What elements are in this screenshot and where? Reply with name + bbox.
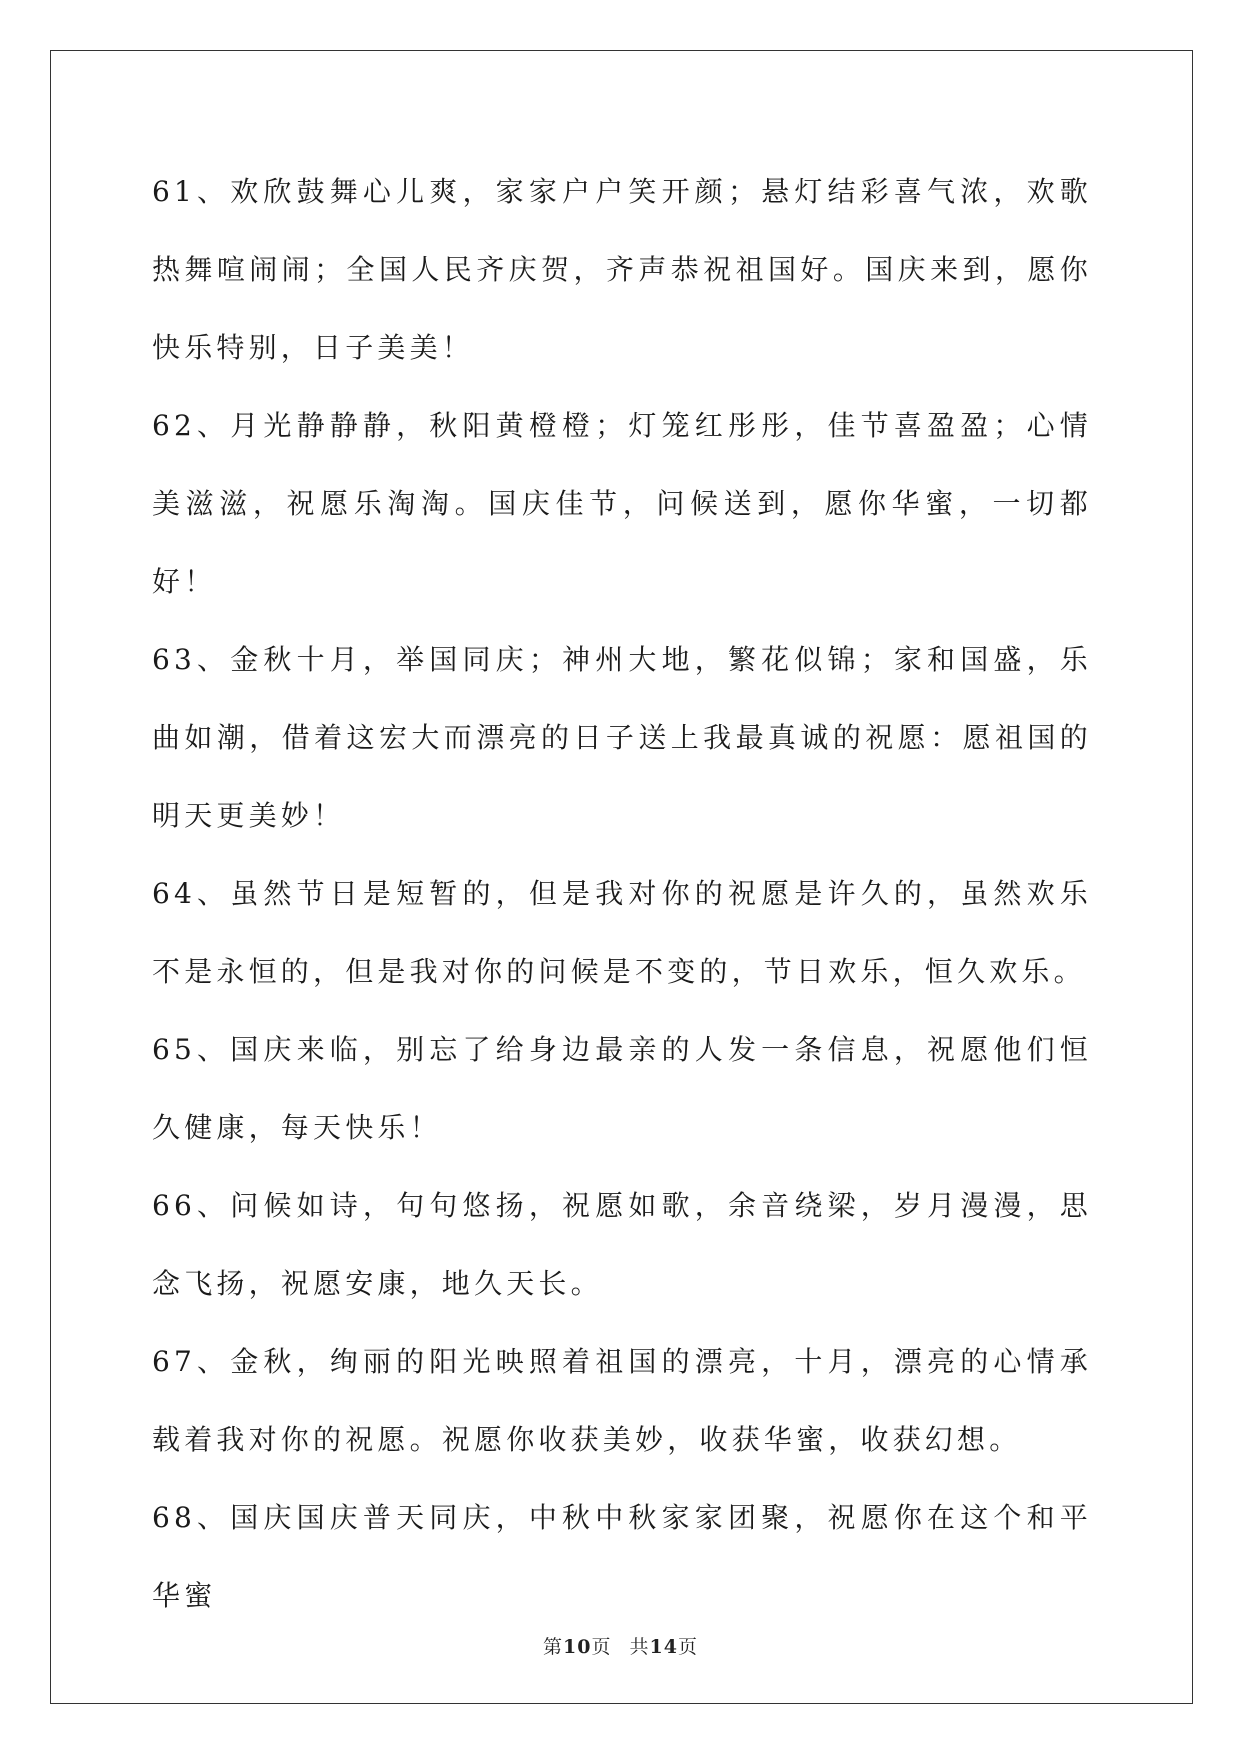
document-body <box>152 153 1092 1635</box>
footer-total-suffix: 页 <box>677 1636 698 1658</box>
footer-prefix: 第 <box>543 1636 564 1658</box>
paragraph-68: 68、国庆国庆普天同庆，中秋中秋家家团聚，祝愿你在这个和平华蜜 <box>152 1501 1092 1612</box>
paragraph-65: 65、国庆来临，别忘了给身边最亲的人发一条信息，祝愿他们恒久健康，每天快乐！ <box>152 1033 1092 1144</box>
paragraph-67: 67、金秋，绚丽的阳光映照着祖国的漂亮，十月，漂亮的心情承载着我对你的祝愿。祝愿你收获美妙，收获华蜜，收获幻想。 <box>152 1345 1092 1456</box>
paragraph-63: 63、金秋十月，举国同庆；神州大地，繁花似锦；家和国盛，乐曲如潮，借着这宏大而漂亮的日子送上我最真诚的祝愿：愿祖国的明天更美妙！ <box>152 643 1092 832</box>
paragraph-62: 62、月光静静静，秋阳黄橙橙；灯笼红彤彤，佳节喜盈盈；心情美滋滋，祝愿乐淘淘。国庆佳节，问候送到，愿你华蜜，一切都好！ <box>152 409 1092 598</box>
paragraph-64: 64、虽然节日是短暂的，但是我对你的祝愿是许久的，虽然欢乐不是永恒的，但是我对你的问候是不变的，节日欢乐，恒久欢乐。 <box>152 877 1092 988</box>
footer-total-prefix: 共 <box>629 1636 650 1658</box>
paragraph-61: 61、欢欣鼓舞心儿爽，家家户户笑开颜；悬灯结彩喜气浓，欢歌热舞喧闹闹；全国人民齐庆贺，齐声恭祝祖国好。国庆来到，愿你快乐特别，日子美美！ <box>152 175 1092 364</box>
footer-page-word: 页 <box>591 1636 612 1658</box>
page-footer <box>0 1632 1241 1659</box>
paragraph-66: 66、问候如诗，句句悠扬，祝愿如歌，余音绕梁，岁月漫漫，思念飞扬，祝愿安康，地久天长。 <box>152 1189 1092 1300</box>
total-page-number: 14 <box>649 1636 678 1658</box>
current-page-number: 10 <box>563 1636 592 1658</box>
